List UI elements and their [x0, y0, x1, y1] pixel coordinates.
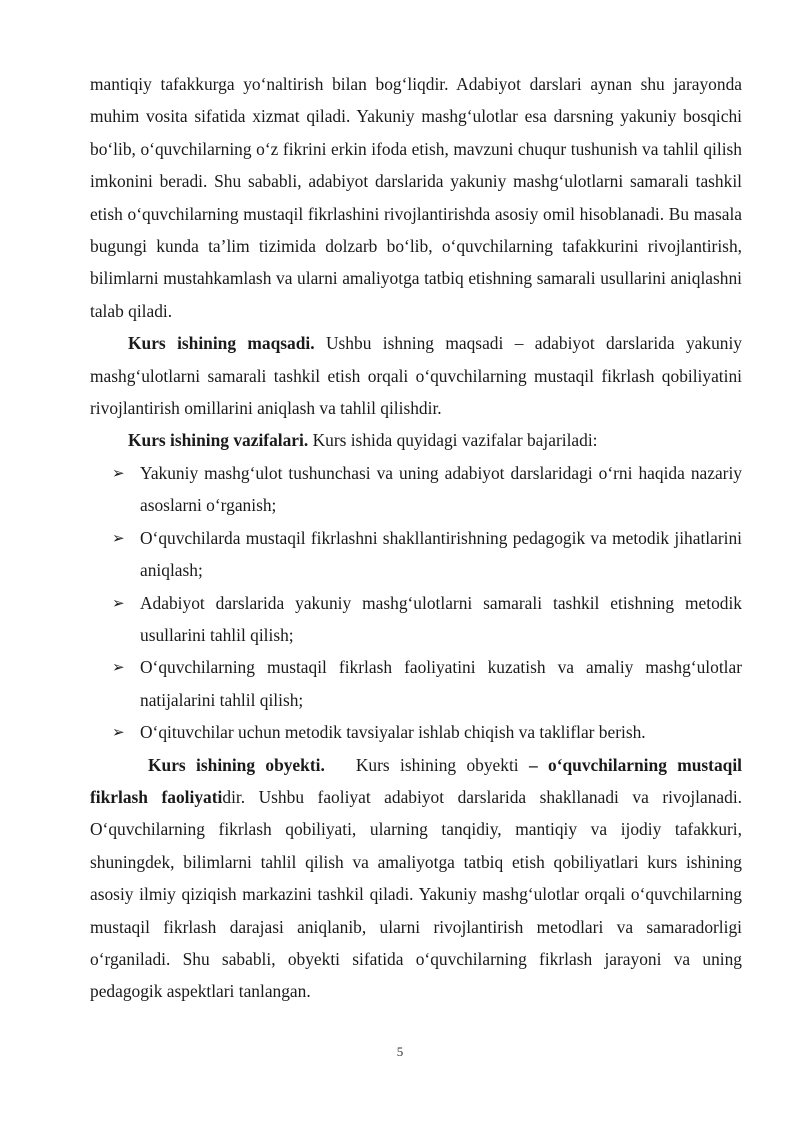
purpose-heading: Kurs ishining maqsadi.	[128, 333, 315, 354]
list-item	[90, 457, 742, 522]
arrow-bullet-icon: ➢	[112, 658, 125, 677]
arrow-bullet-icon: ➢	[112, 528, 125, 547]
purpose-paragraph	[90, 327, 742, 424]
tasks-paragraph	[90, 424, 742, 456]
list-item-text: O‘qituvchilar uchun metodik tavsiyalar ishlab chiqish va takliflar berish.	[140, 722, 646, 743]
arrow-bullet-icon: ➢	[112, 723, 125, 742]
list-item-text: O‘quvchilarning mustaqil fikrlash faoliyatini kuzatish va amaliy mashg‘ulotlar natijalarini tahlil qilish;	[140, 657, 742, 710]
list-item-text: Yakuniy mashg‘ulot tushunchasi va uning adabiyot darslaridagi o‘rni haqida nazariy asoslarni o‘rganish;	[140, 462, 742, 516]
list-item	[90, 716, 742, 748]
tasks-heading: Kurs ishining vazifalari.	[128, 430, 309, 451]
object-text-1: Kurs ishining obyekti	[324, 754, 529, 775]
object-paragraph	[90, 749, 742, 1008]
list-item	[90, 522, 742, 587]
page-number: 5	[396, 1044, 404, 1059]
object-text-2: dir. Ushbu faoliyat adabiyot darslarida shakllanadi va rivojlanadi. O‘quvchilarning fikrlash qobiliyati, ularning tanqidiy, mantiqiy va ijodiy tafakkuri, shuningdek, bilimlarni tahlil qilish va amaliyotga tatbiq etish qobiliyatlari kurs ishining asosiy ilmiy qiziqish markazini tashkil qiladi. Yakuniy mashg‘ulotlar orqali o‘quvchilarning mustaqil fikrlash darajasi aniqlanib, ularni rivojlantirish metodlari va samaradorligi o‘rganiladi. Shu sababli, obyekti sifatida o‘quvchilarning fikrlash jarayoni va uning pedagogik aspektlari tanlangan.	[90, 786, 742, 1002]
intro-paragraph: mantiqiy tafakkurga yo‘naltirish bilan bog‘liqdir. Adabiyot darslari aynan shu jarayonda muhim vosita sifatida xizmat qiladi. Yakuniy mashg‘ulotlar esa darsning yakuniy bosqichi bo‘lib, o‘quvchilarning o‘z fikrini erkin ifoda etish, mavzuni chuqur tushunish va tahlil qilish imkonini beradi. Shu sababli, adabiyot darslarida yakuniy mashg‘ulotlarni samarali tashkil etish o‘quvchilarning mustaqil fikrlashini rivojlantirishda asosiy omil hisoblanadi. Bu masala bugungi kunda ta’lim tizimida dolzarb bo‘lib, o‘quvchilarning tafakkurini rivojlantirish, bilimlarni mustahkamlash va ularni amaliyotga tatbiq etishning samarali usullarini aniqlashni talab qiladi.	[90, 74, 742, 321]
purpose-text: Ushbu ishning maqsadi – adabiyot darslarida yakuniy mashg‘ulotlarni samarali tashkil etish orqali o‘quvchilarning mustaqil fikrlash qobiliyatini rivojlantirish omillarini aniqlash va tahlil qilishdir.	[90, 333, 742, 419]
arrow-bullet-icon: ➢	[112, 593, 125, 612]
list-item-text: Adabiyot darslarida yakuniy mashg‘ulotlarni samarali tashkil etishning metodik usullarini tahlil qilish;	[140, 592, 742, 645]
object-heading: Kurs ishining obyekti.	[148, 754, 325, 775]
page-body	[90, 68, 742, 1008]
list-item	[90, 651, 742, 716]
arrow-bullet-icon: ➢	[112, 463, 125, 482]
tasks-intro: Kurs ishida quyidagi vazifalar bajariladi:	[308, 430, 598, 451]
list-item	[90, 587, 742, 652]
tasks-list	[90, 457, 742, 749]
list-item-text: O‘quvchilarda mustaqil fikrlashni shakllantirishning pedagogik va metodik jihatlarini aniqlash;	[140, 527, 742, 581]
object-bold-phrase: – o‘quvchilarning mustaqil fikrlash faoliyati	[90, 754, 742, 807]
